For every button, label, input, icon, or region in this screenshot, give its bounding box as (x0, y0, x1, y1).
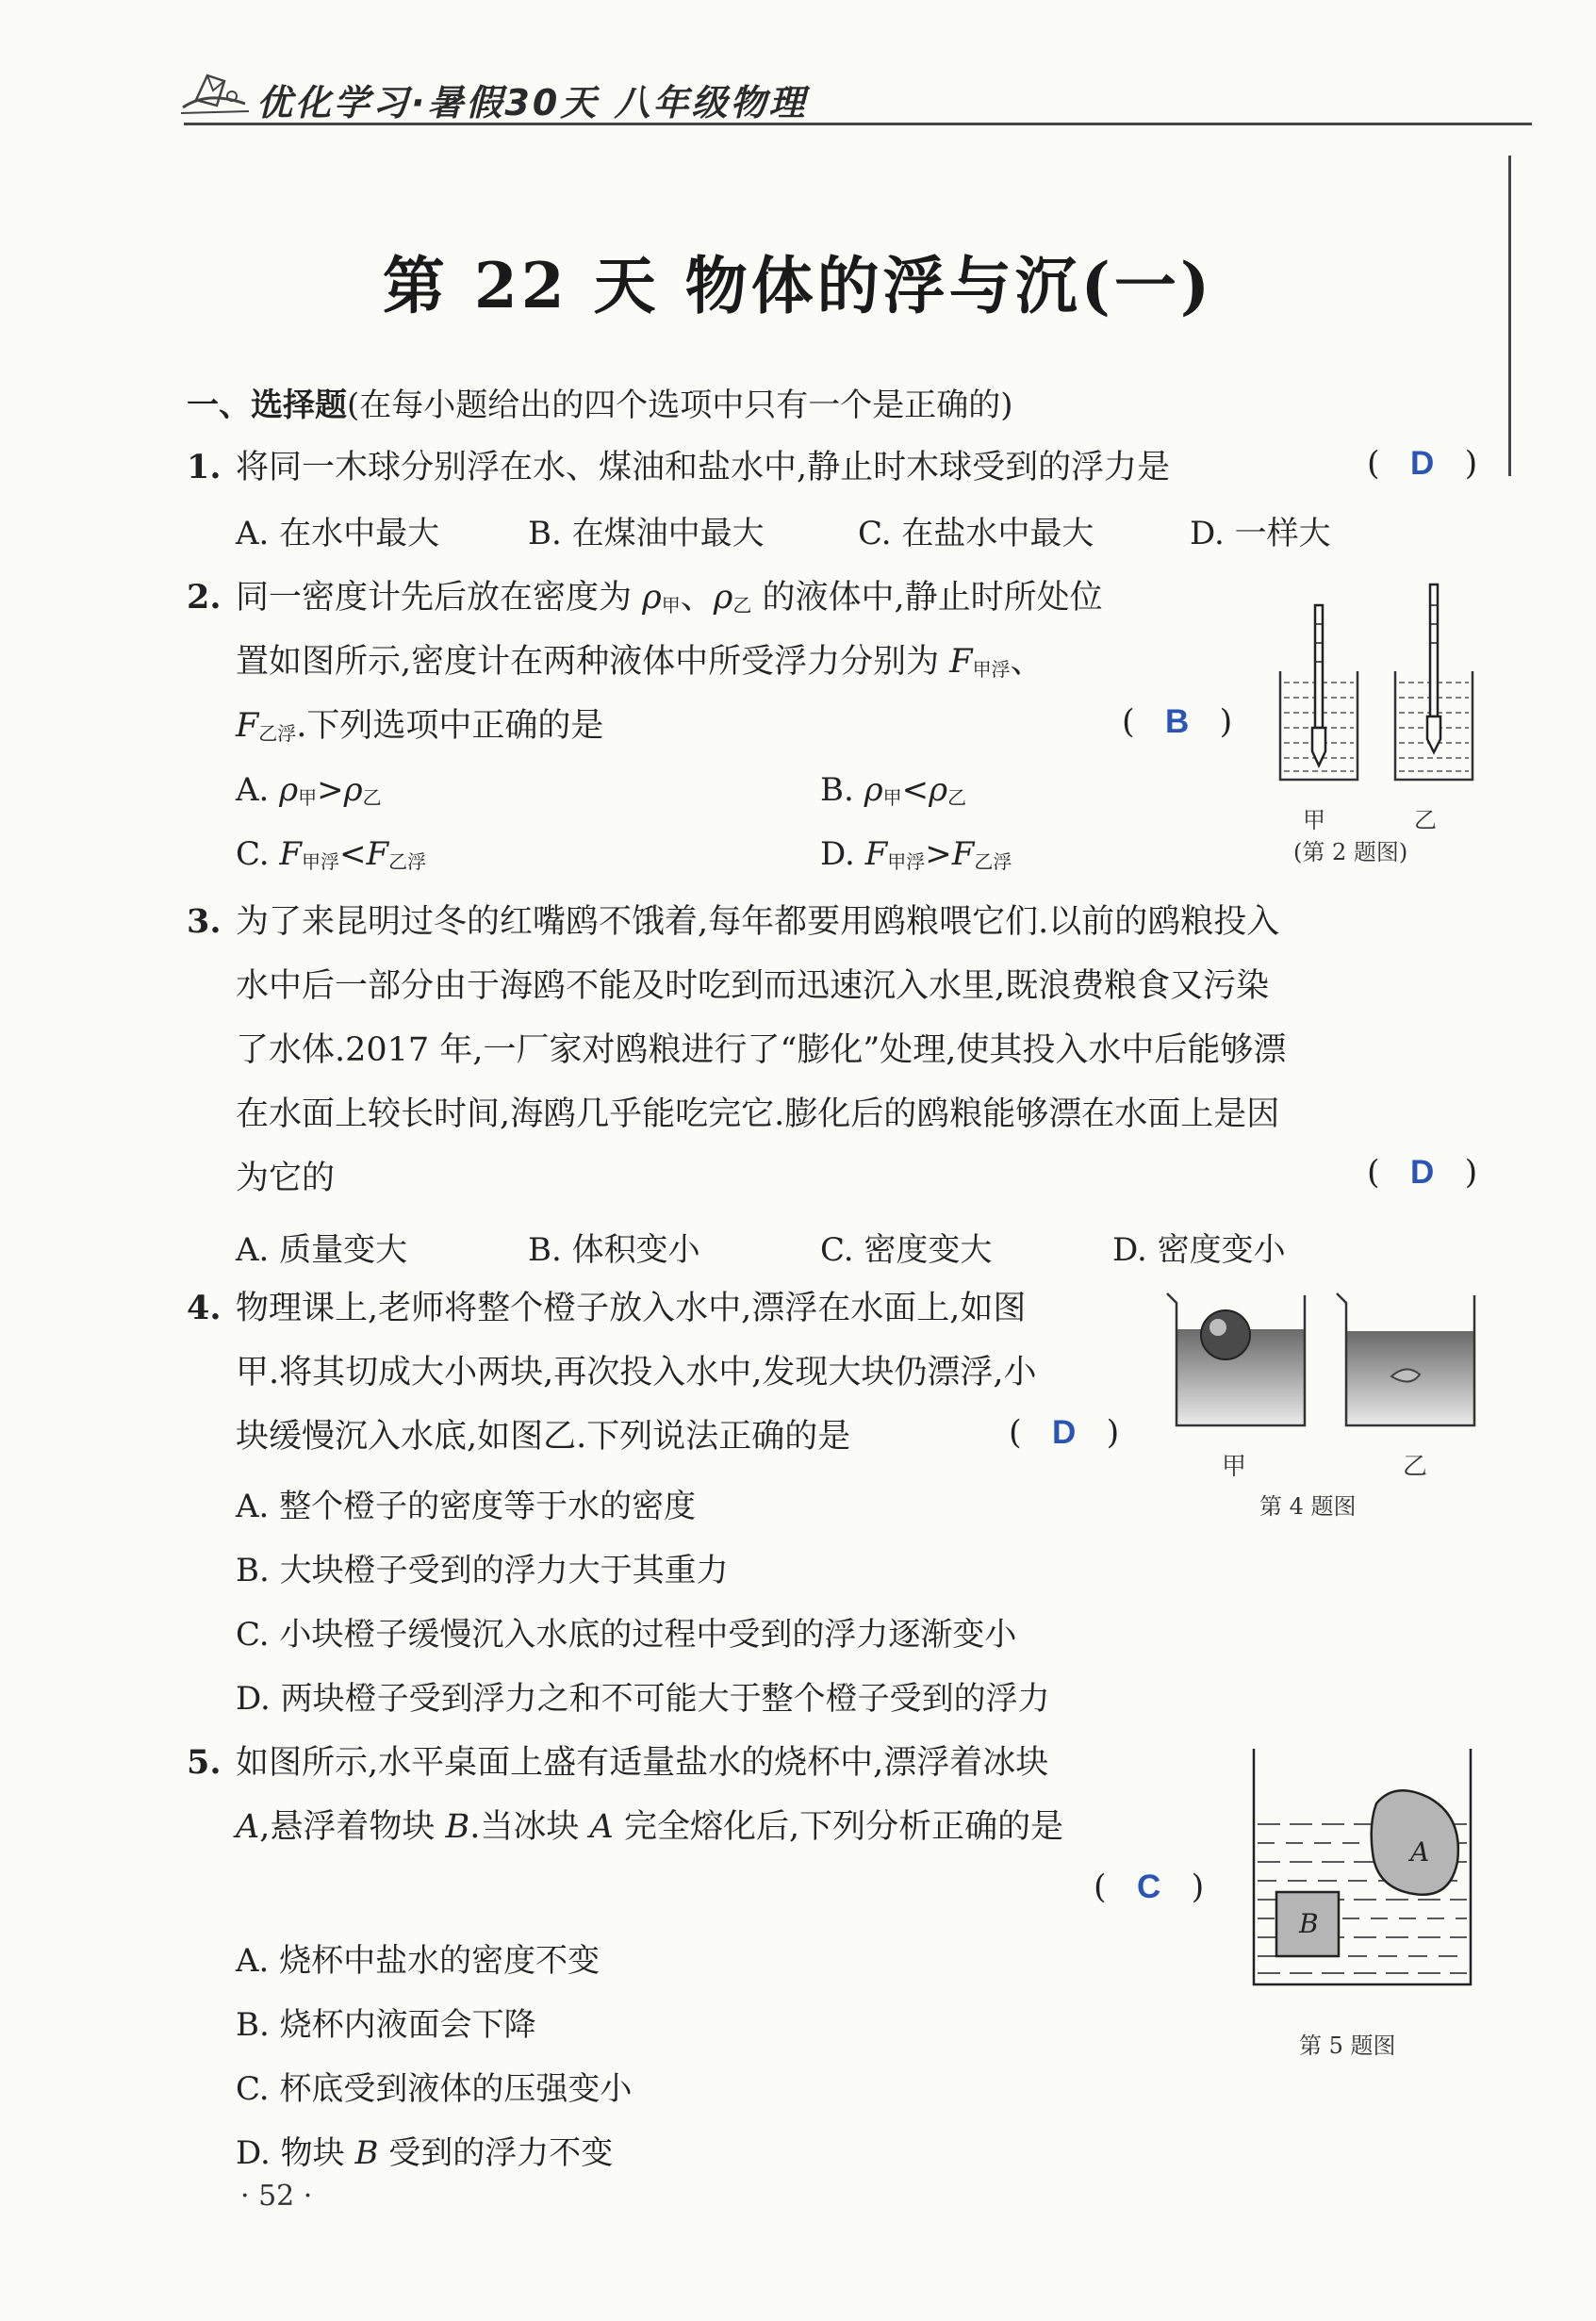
q5-label-b: B (1299, 1908, 1319, 1939)
q4-option-a: A. 整个橙子的密度等于水的密度 (236, 1488, 697, 1525)
question-2-line-3: $F_{乙浮}$.下列选项中正确的是 (236, 707, 604, 745)
q5-figure-beaker (1244, 1749, 1480, 1994)
q2-answer: B (1165, 703, 1190, 740)
q3-answer-box: ( D ) (1367, 1154, 1478, 1192)
q1-answer-box: ( D ) (1367, 445, 1478, 483)
q5-caption: 第 5 题图 (1299, 2033, 1396, 2059)
q3-option-b: B. 体积变小 (528, 1231, 700, 1269)
q5-answer: C (1137, 1868, 1161, 1905)
q5-option-a: A. 烧杯中盐水的密度不变 (236, 1942, 601, 1980)
q2-option-b: B. $\rho_甲<\rho_乙$ (820, 771, 967, 809)
q1-option-d: D. 一样大 (1190, 515, 1331, 552)
q2-figure-hydrometers (1263, 577, 1489, 803)
q1-text: 将同一木球分别浮在水、煤油和盐水中,静止时木球受到的浮力是 (236, 449, 1171, 486)
page-title: 第 22 天 物体的浮与沉(一) (382, 249, 1214, 322)
q5-option-c: C. 杯底受到液体的压强变小 (236, 2070, 633, 2108)
q3-option-a: A. 质量变大 (236, 1231, 408, 1269)
q4-option-b: B. 大块橙子受到的浮力大于其重力 (236, 1552, 729, 1589)
header-title: 优化学习·暑假30天 八年级物理 (256, 82, 808, 123)
q4-fig-label-right: 乙 (1403, 1453, 1428, 1481)
q4-fig-label-left: 甲 (1222, 1453, 1247, 1481)
q1-option-b: B. 在煤油中最大 (528, 515, 765, 552)
section-heading-note: (在每小题给出的四个选项中只有一个是正确的) (347, 387, 1013, 424)
q2-option-d: D. $F_{甲浮}>F_{乙浮}$ (820, 835, 1012, 873)
q5-number: 5. (187, 1743, 222, 1782)
question-4: 4. 物理课上,老师将整个橙子放入水中,漂浮在水面上,如图 甲.将其切成大小两块,再次投入水中,发现大块仍漂浮,小 块缓慢沉入水底,如图乙.下列说法正确的是 (187, 1276, 1037, 1469)
section-heading-label: 一、选择题 (187, 387, 347, 424)
q1-option-a: A. 在水中最大 (236, 515, 440, 552)
q5-answer-box: ( C ) (1094, 1868, 1205, 1906)
question-1 (187, 436, 1170, 500)
question-3: 3. 为了来昆明过冬的红嘴鸥不饿着,每年都要用鸥粮喂它们.以前的鸥粮投入 水中后一部分由于海鸥不能及时吃到而迅速沉入水里,既浪费粮食又污染 了水体.2017 年,一厂家对鸥粮进行了“膨化”处理,使其投入水中后能够漂 在水面上较长时间,海鸥几乎能吃完它.膨化后的鸥粮能够漂在水面上是因 为它的 (187, 890, 1488, 1210)
q4-caption: 第 4 题图 (1259, 1493, 1357, 1520)
q2-option-a: A. $\rho_甲>\rho_乙$ (236, 771, 382, 809)
page-number: · 52 · (240, 2180, 313, 2213)
q4-option-d: D. 两块橙子受到浮力之和不可能大于整个橙子受到的浮力 (236, 1680, 1050, 1718)
q1-number: 1. (187, 448, 222, 486)
q4-answer: D (1052, 1414, 1077, 1451)
q3-option-d: D. 密度变小 (1112, 1231, 1286, 1269)
header-rule (184, 123, 1532, 125)
q2-fig-label-left: 甲 (1303, 807, 1325, 833)
q4-answer-box: ( D ) (1009, 1414, 1120, 1452)
question-2-line-2: 置如图所示,密度计在两种液体中所受浮力分别为 $F_{甲浮}$、 (236, 643, 1044, 681)
q3-answer: D (1410, 1154, 1435, 1191)
q2-answer-box: ( B ) (1122, 703, 1233, 741)
q3-option-c: C. 密度变大 (820, 1231, 993, 1269)
q4-number: 4. (187, 1289, 222, 1327)
q4-figure-beakers (1160, 1282, 1480, 1442)
header-logo-icon (179, 62, 253, 121)
q2-option-c: C. $F_{甲浮}<F_{乙浮}$ (236, 835, 427, 873)
question-5-line-2: A,悬浮着物块 B.当冰块 A 完全熔化后,下列分析正确的是 (236, 1808, 1064, 1846)
q2-caption: (第 2 题图) (1293, 839, 1408, 865)
question-5-line-1: 5. 如图所示,水平桌面上盛有适量盐水的烧杯中,漂浮着冰块 (187, 1731, 1048, 1795)
q1-answer: D (1410, 445, 1435, 482)
q5-option-b: B. 烧杯内液面会下降 (236, 2006, 536, 2044)
q3-number: 3. (187, 902, 222, 941)
q4-option-c: C. 小块橙子缓慢沉入水底的过程中受到的浮力逐渐变小 (236, 1616, 1017, 1654)
q1-option-c: C. 在盐水中最大 (858, 515, 1094, 552)
q5-label-a: A (1410, 1836, 1430, 1868)
q5-option-d: D. 物块 B 受到的浮力不变 (236, 2134, 614, 2172)
q2-fig-label-right: 乙 (1414, 807, 1437, 833)
section-heading (187, 379, 1013, 425)
q2-number: 2. (187, 578, 222, 617)
question-2-line-1: 2. 同一密度计先后放在密度为 $\rho_甲$、$\rho_乙$ 的液体中,静止时所处位 (187, 566, 1103, 637)
